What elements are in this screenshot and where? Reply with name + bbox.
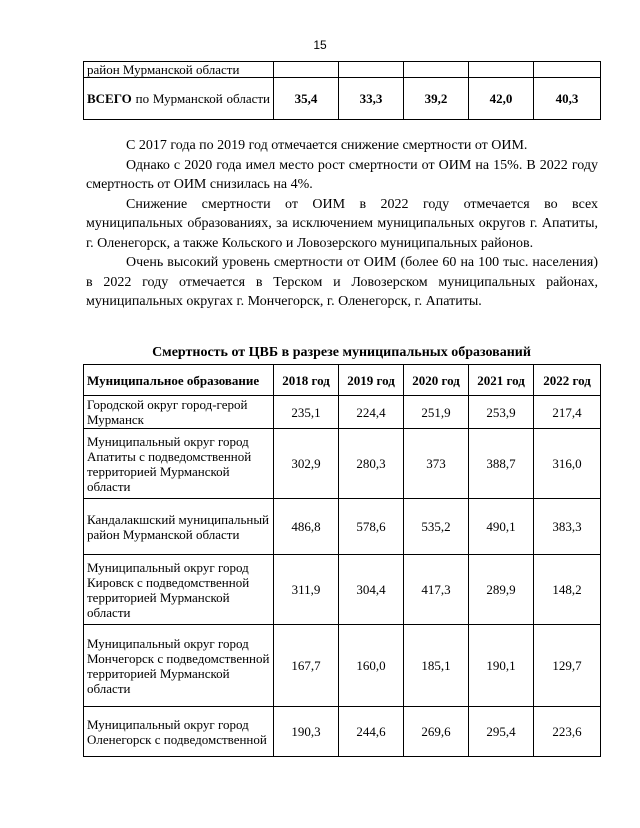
column-header: 2019 год <box>339 365 404 396</box>
value-cell <box>469 62 534 78</box>
total-label-rest: по Мурманской области <box>131 91 270 106</box>
value-cell: 535,2 <box>404 499 469 555</box>
value-cell: 289,9 <box>469 555 534 625</box>
value-cell: 251,9 <box>404 396 469 429</box>
value-cell: 388,7 <box>469 429 534 499</box>
column-header: 2018 год <box>274 365 339 396</box>
total-label-cell <box>84 78 274 120</box>
value-cell: 33,3 <box>339 78 404 120</box>
value-cell: 316,0 <box>534 429 601 499</box>
table-row <box>84 625 601 707</box>
value-cell: 383,3 <box>534 499 601 555</box>
municipality-cell: Кандалакшский муниципальный район Мурманской области <box>84 499 274 555</box>
value-cell: 40,3 <box>534 78 601 120</box>
page-number: 15 <box>313 38 327 52</box>
column-header: 2022 год <box>534 365 601 396</box>
value-cell: 42,0 <box>469 78 534 120</box>
column-header: 2021 год <box>469 365 534 396</box>
table-header-row <box>84 365 601 396</box>
table-row <box>84 555 601 625</box>
municipality-cell: Муниципальный округ город Оленегорск с подведомственной <box>84 707 274 757</box>
paragraph: Однако с 2020 года имел место рост смертности от ОИМ на 15%. В 2022 году смертность от ОИМ снизилась на 4%. <box>86 157 598 192</box>
top-table <box>83 61 601 120</box>
paragraph: С 2017 года по 2019 год отмечается снижение смертности от ОИМ. <box>126 138 528 153</box>
value-cell: 185,1 <box>404 625 469 707</box>
value-cell: 160,0 <box>339 625 404 707</box>
municipality-cell: Муниципальный округ город Кировск с подведомственной территорией Мурманской области <box>84 555 274 625</box>
value-cell: 190,3 <box>274 707 339 757</box>
value-cell: 217,4 <box>534 396 601 429</box>
value-cell <box>404 62 469 78</box>
value-cell: 417,3 <box>404 555 469 625</box>
value-cell: 167,7 <box>274 625 339 707</box>
value-cell <box>534 62 601 78</box>
value-cell: 373 <box>404 429 469 499</box>
value-cell: 295,4 <box>469 707 534 757</box>
value-cell: 486,8 <box>274 499 339 555</box>
municipality-cell: Муниципальный округ город Мончегорск с подведомственной территорией Мурманской области <box>84 625 274 707</box>
body-text <box>86 136 598 312</box>
value-cell: 223,6 <box>534 707 601 757</box>
value-cell: 311,9 <box>274 555 339 625</box>
value-cell: 35,4 <box>274 78 339 120</box>
value-cell: 302,9 <box>274 429 339 499</box>
value-cell: 224,4 <box>339 396 404 429</box>
value-cell <box>339 62 404 78</box>
table-row <box>84 62 601 78</box>
table-row <box>84 429 601 499</box>
table-title: Смертность от ЦВБ в разрезе муниципальных образований <box>152 345 531 360</box>
value-cell: 39,2 <box>404 78 469 120</box>
value-cell: 129,7 <box>534 625 601 707</box>
table-row <box>84 396 601 429</box>
table-row <box>84 499 601 555</box>
value-cell: 235,1 <box>274 396 339 429</box>
value-cell: 304,4 <box>339 555 404 625</box>
value-cell: 244,6 <box>339 707 404 757</box>
total-label-bold: ВСЕГО <box>87 91 132 106</box>
table-row <box>84 707 601 757</box>
value-cell: 148,2 <box>534 555 601 625</box>
value-cell <box>274 62 339 78</box>
paragraph: Снижение смертности от ОИМ в 2022 году отмечается во всех муниципальных образованиях, за исключением муниципальных округов г. Апатиты, г. Оленегорск, а также Кольского и Ловозерского муниципальных районов. <box>86 196 598 251</box>
table-row-total <box>84 78 601 120</box>
value-cell: 280,3 <box>339 429 404 499</box>
value-cell: 578,6 <box>339 499 404 555</box>
paragraph: Очень высокий уровень смертности от ОИМ (более 60 на 100 тыс. населения) в 2022 году отмечается в Терском и Ловозерском муниципальных районах, муниципальных округах г. Мончегорск, г. Оленегорск, г. Апатиты. <box>86 255 598 309</box>
column-header: 2020 год <box>404 365 469 396</box>
municipality-cell: Муниципальный округ город Апатиты с подведомственной территорией Мурманской области <box>84 429 274 499</box>
region-cell: район Мурманской области <box>84 62 274 78</box>
municipality-cell: Городской округ город-герой Мурманск <box>84 396 274 429</box>
value-cell: 253,9 <box>469 396 534 429</box>
value-cell: 190,1 <box>469 625 534 707</box>
column-header: Муниципальное образование <box>84 365 274 396</box>
value-cell: 490,1 <box>469 499 534 555</box>
value-cell: 269,6 <box>404 707 469 757</box>
mortality-table <box>83 364 601 757</box>
